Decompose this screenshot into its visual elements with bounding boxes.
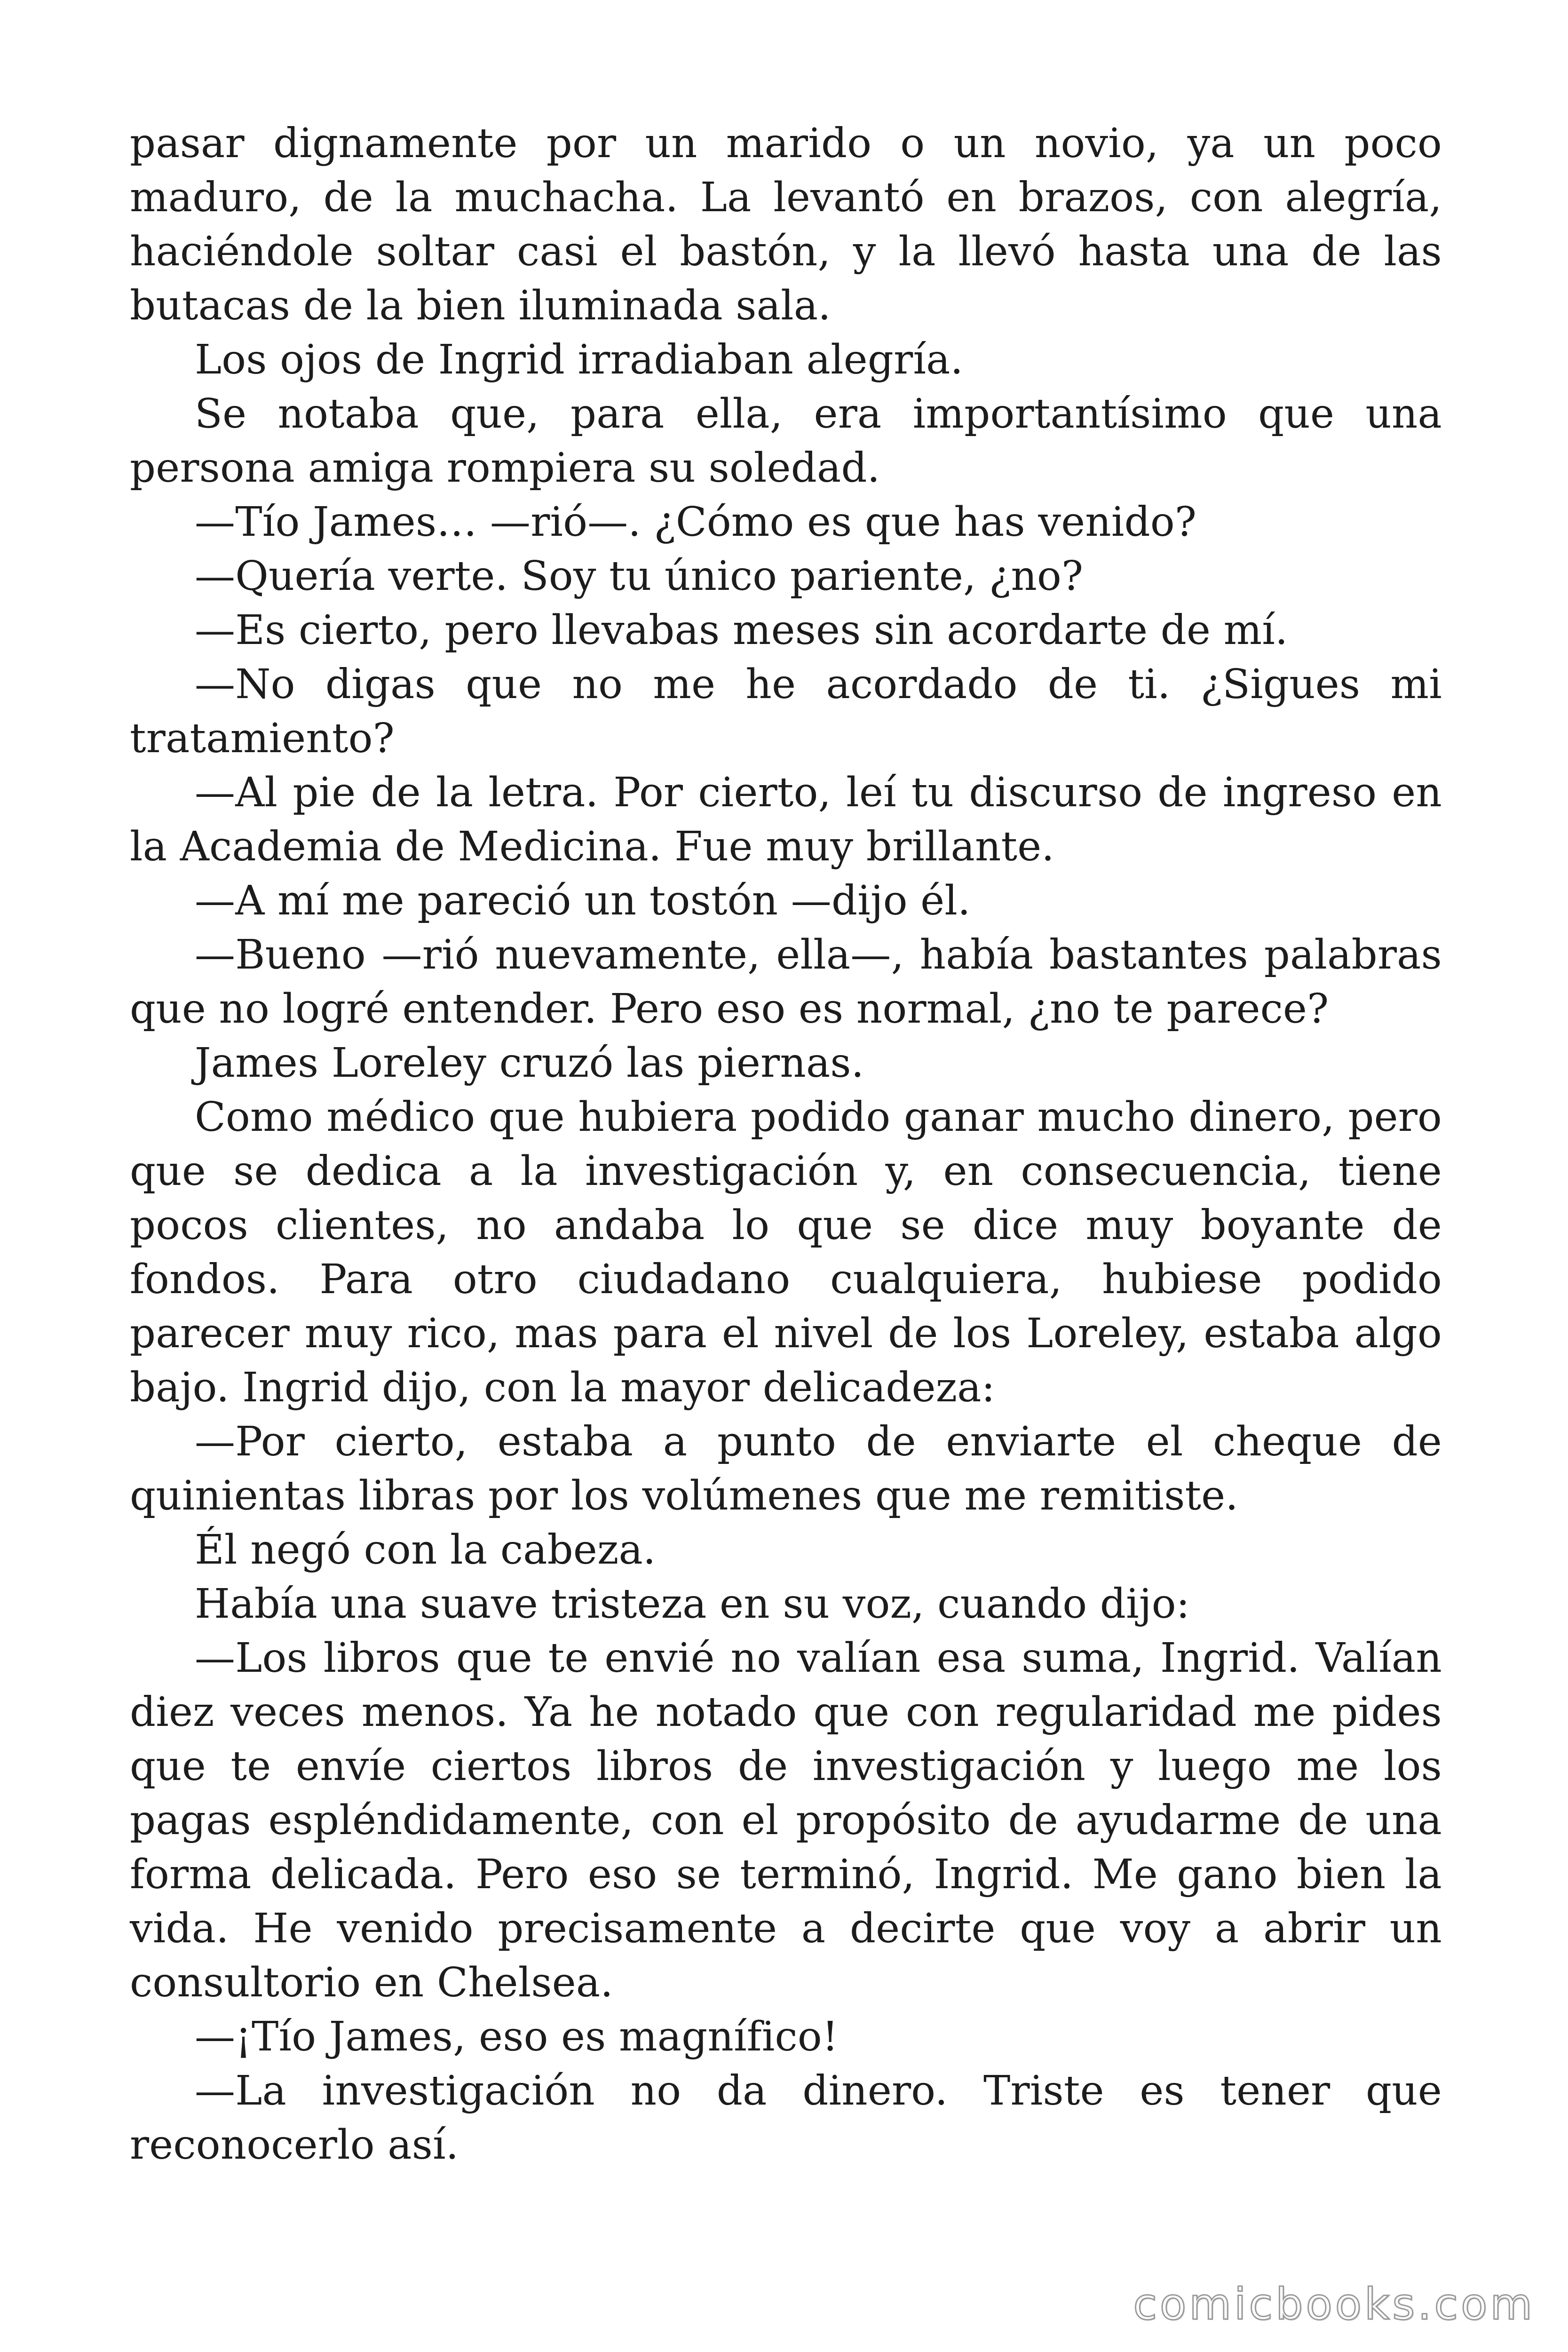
paragraph-7: —No digas que no me he acordado de ti. ¿Sigues mi tratamiento? [130, 661, 1442, 762]
watermark: comicbooks.com [1133, 2279, 1535, 2329]
paragraph-16: —Los libros que te envié no valían esa suma, Ingrid. Valían diez veces menos. Ya he notado que con regularidad me pides que te envíe ciertos libros de investigación y luego me los pagas espléndidamente, con el propósito de ayudarme de una forma delicada. Pero eso se terminó, Ingrid. Me gano bien la vida. He venido precisamente a decirte que voy a abrir un consultorio en Chelsea. [130, 1635, 1442, 2006]
paragraph-17: —¡Tío James, eso es magnífico! [195, 2013, 839, 2060]
paragraph-11: James Loreley cruzó las piernas. [195, 1040, 864, 1087]
paragraph-10: —Bueno —rió nuevamente, ella—, había bastantes palabras que no logré entender. Pero eso es normal, ¿no te parece? [130, 931, 1442, 1033]
paragraph-4: —Tío James… —rió—. ¿Cómo es que has venido? [195, 499, 1197, 546]
paragraph-2: Los ojos de Ingrid irradiaban alegría. [195, 336, 964, 383]
paragraph-6: —Es cierto, pero llevabas meses sin acordarte de mí. [195, 607, 1288, 654]
paragraph-15: Había una suave tristeza en su voz, cuando dijo: [195, 1581, 1190, 1628]
paragraph-8: —Al pie de la letra. Por cierto, leí tu discurso de ingreso en la Academia de Medicina. Fue muy brillante. [130, 769, 1442, 870]
paragraph-1: pasar dignamente por un marido o un novio, ya un poco maduro, de la muchacha. La levantó en brazos, con alegría, haciéndole soltar casi el bastón, y la llevó hasta una de las butacas de la bien iluminada sala. [130, 120, 1442, 329]
paragraph-9: —A mí me pareció un tostón —dijo él. [195, 877, 971, 924]
paragraph-12: Como médico que hubiera podido ganar mucho dinero, pero que se dedica a la investigación y, en consecuencia, tiene pocos clientes, no andaba lo que se dice muy boyante de fondos. Para otro ciudadano cualquiera, hubiese podido parecer muy rico, mas para el nivel de los Loreley, estaba algo bajo. Ingrid dijo, con la mayor delicadeza: [130, 1094, 1442, 1411]
paragraph-13: —Por cierto, estaba a punto de enviarte el cheque de quinientas libras por los volúmenes que me remitiste. [130, 1418, 1442, 1519]
body-text [130, 117, 1442, 2172]
paragraph-18: —La investigación no da dinero. Triste es tener que reconocerlo así. [130, 2067, 1442, 2169]
paragraph-3: Se notaba que, para ella, era importantísimo que una persona amiga rompiera su soledad. [130, 390, 1442, 492]
paragraph-5: —Quería verte. Soy tu único pariente, ¿no? [195, 553, 1084, 600]
paragraph-14: Él negó con la cabeza. [195, 1526, 656, 1573]
